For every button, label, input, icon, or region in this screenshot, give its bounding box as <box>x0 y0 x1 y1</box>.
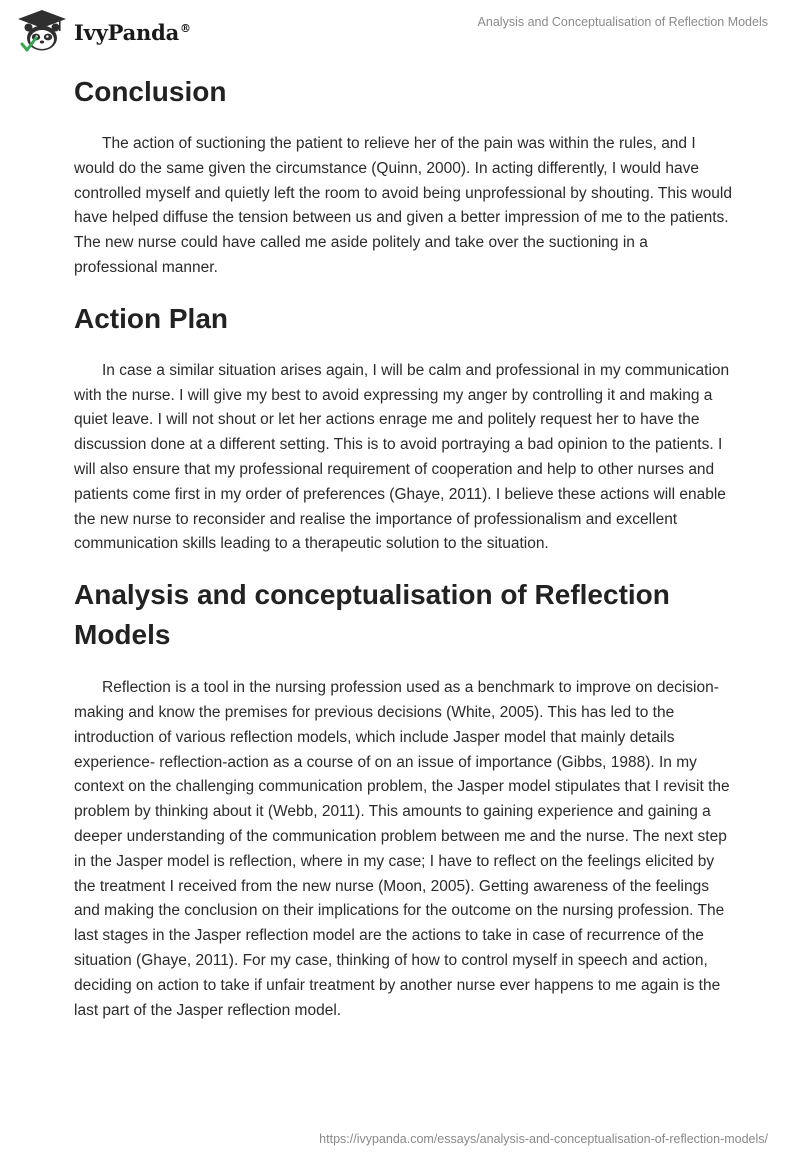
registered-mark: ® <box>180 21 191 35</box>
section-paragraph-analysis: Reflection is a tool in the nursing profession used as a benchmark to improve on decision-making and know the premises for previous decisions (White, 2005). This has led to the introduction of various reflection models, which include Jasper model that mainly details experience- reflection-action as a course of on an issue of importance (Gibbs, 1988). In my context on the challenging communication problem, the Jasper model stipulates that I revisit the problem by thinking about it (Webb, 2011). This amounts to gaining experience and gaining a deeper understanding of the communication problem between me and the nurse. The next step in the Jasper model is reflection, where in my case; I have to reflect on the feelings elicited by the treatment I received from the new nurse (Moon, 2005). Getting awareness of the feelings and making the conclusion on their implications for the outcome on the nursing profession. The last stages in the Jasper reflection model are the actions to take in case of recurrence of the situation (Ghaye, 2011). For my case, thinking of how to control myself in speech and action, deciding on action to take if unfair treatment by another nurse ever happens to me again is the last part of the Jasper reflection model. <box>74 679 730 1019</box>
essay-content <box>74 72 734 1023</box>
source-url[interactable]: https://ivypanda.com/essays/analysis-and-conceptualisation-of-reflection-models/ <box>319 1132 768 1146</box>
section-paragraph-conclusion: The action of suctioning the patient to relieve her of the pain was within the rules, and I would do the same given the circumstance (Quinn, 2000). In acting differently, I would have controlled myself and quietly left the room to avoid being unprofessional by shouting. This would have helped diffuse the tension between us and given a better impression of me to the patients. The new nurse could have called me aside politely and take over the suctioning in a professional manner. <box>74 135 732 276</box>
page-header <box>0 0 800 60</box>
section-heading-analysis: Analysis and conceptualisation of Reflection Models <box>74 579 670 651</box>
section-heading-conclusion: Conclusion <box>74 76 227 107</box>
panda-graduate-icon <box>14 8 70 54</box>
section-paragraph-action-plan: In case a similar situation arises again, I will be calm and professional in my communication with the nurse. I will give my best to avoid expressing my anger by controlling it and making a quiet leave. I will not shout or let her actions enrage me and politely request her to have the discussion done at a different setting. This is to avoid portraying a bad opinion to the patients. I will also ensure that my professional requirement of cooperation and help to other nurses and patients come first in my order of preferences (Ghaye, 2011). I believe these actions will enable the new nurse to reconsider and realise the importance of professionalism and excellent communication skills leading to a therapeutic solution to the situation. <box>74 361 730 553</box>
brand-name: IvyPanda® <box>74 19 191 45</box>
running-title: Analysis and Conceptualisation of Reflection Models <box>477 15 768 29</box>
section-heading-action-plan: Action Plan <box>74 302 229 334</box>
brand-logo[interactable] <box>14 8 191 54</box>
